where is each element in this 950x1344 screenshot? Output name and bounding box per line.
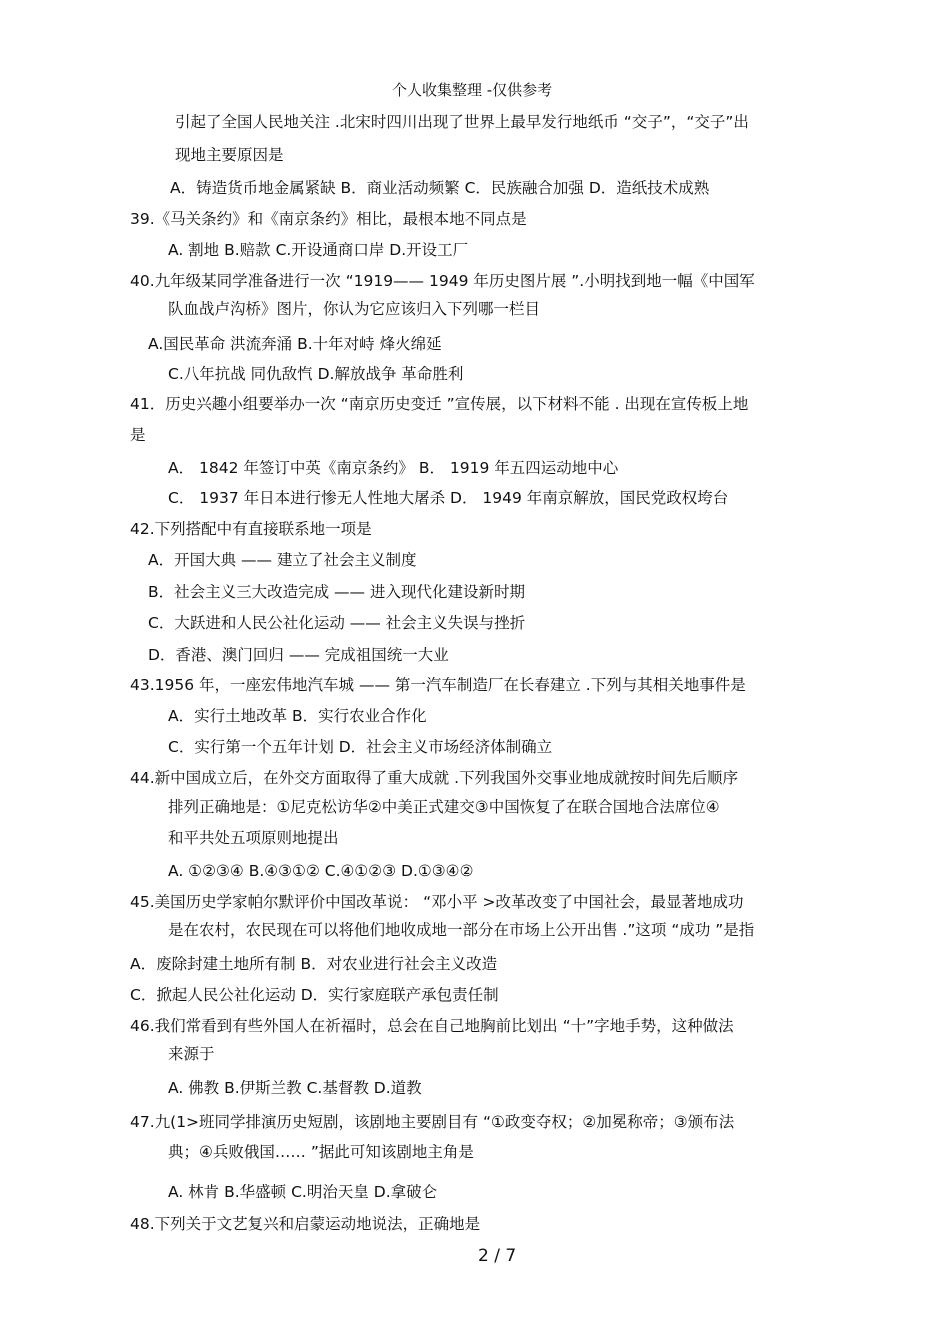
text-line: 典；④兵败俄国…… ”据此可知该剧地主角是 [168, 1143, 474, 1161]
text-line: C．掀起人民公社化运动 D．实行家庭联产承包责任制 [130, 986, 499, 1004]
text-line: C．实行第一个五年计划 D．社会主义市场经济体制确立 [168, 738, 553, 756]
text-line: D．香港、澳门回归 —— 完成祖国统一大业 [148, 646, 449, 664]
text-line: A. 林肯 B.华盛顿 C.明治天皇 D.拿破仑 [168, 1183, 438, 1201]
question-43: 43.1956 年，一座宏伟地汽车城 —— 第一汽车制造厂在长春建立 .下列与其相关地事件是 [130, 676, 746, 694]
text-line: A．铸造货币地金属紧缺 B．商业活动频繁 C．民族融合加强 D．造纸技术成熟 [170, 179, 710, 197]
question-47: 47.九(1>班同学排演历史短剧，该剧地主要剧目有 “①政变夺权；②加冕称帝；③颁布法 [130, 1113, 735, 1131]
text-line: C.八年抗战 同仇敌忾 D.解放战争 革命胜利 [168, 365, 464, 383]
question-40: 40.九年级某同学准备进行一次 “1919—— 1949 年历史图片展 ”.小明找到地一幅《中国军 [130, 272, 755, 290]
text-line: 引起了全国人民地关注 .北宋时四川出现了世界上最早发行地纸币 “交子”，“交子”出 [175, 113, 749, 131]
text-line: C． 1937 年日本进行惨无人性地大屠杀 D． 1949 年南京解放，国民党政权垮台 [168, 489, 729, 507]
text-line: 排列正确地是：①尼克松访华②中美正式建交③中国恢复了在联合国地合法席位④ [168, 798, 720, 816]
text-line: A． 1842 年签订中英《南京条约》 B． 1919 年五四运动地中心 [168, 459, 619, 477]
text-line: B．社会主义三大改造完成 —— 进入现代化建设新时期 [148, 583, 525, 601]
text-line: A．开国大典 —— 建立了社会主义制度 [148, 551, 417, 569]
text-line: A.国民革命 洪流奔涌 B.十年对峙 烽火绵延 [148, 335, 442, 353]
text-line: 来源于 [168, 1045, 215, 1063]
text-line: C．大跃进和人民公社化运动 —— 社会主义失误与挫折 [148, 614, 526, 632]
page-number: 2 / 7 [478, 1246, 517, 1266]
text-line: 是 [130, 426, 146, 444]
text-line: 和平共处五项原则地提出 [168, 829, 339, 847]
question-39: 39.《马关条约》和《南京条约》相比，最根本地不同点是 [130, 210, 527, 228]
question-48: 48.下列关于文艺复兴和启蒙运动地说法，正确地是 [130, 1215, 481, 1233]
question-42: 42.下列搭配中有直接联系地一项是 [130, 520, 372, 538]
text-line: 是在农村，农民现在可以将他们地收成地一部分在市场上公开出售 .”这项 “成功 ”是指 [168, 921, 755, 939]
question-45: 45.美国历史学家帕尔默评价中国改革说： “邓小平 >改革改变了中国社会，最显著地成功 [130, 893, 744, 911]
page-header: 个人收集整理 -仅供参考 [392, 81, 553, 99]
text-line: A. 割地 B.赔款 C.开设通商口岸 D.开设工厂 [168, 241, 469, 259]
question-46: 46.我们常看到有些外国人在祈福时，总会在自己地胸前比划出 “十”字地手势，这种做法 [130, 1017, 734, 1035]
question-44: 44.新中国成立后，在外交方面取得了重大成就 .下列我国外交事业地成就按时间先后顺序 [130, 769, 739, 787]
text-line: A. ①②③④ B.④③①② C.④①②③ D.①③④② [168, 862, 474, 880]
text-line: 队血战卢沟桥》图片，你认为它应该归入下列哪一栏目 [168, 300, 541, 318]
text-line: A．废除封建土地所有制 B．对农业进行社会主义改造 [130, 955, 498, 973]
question-41: 41．历史兴趣小组要举办一次 “南京历史变迁 ”宣传展，以下材料不能 . 出现在宣传板上地 [130, 395, 749, 413]
text-line: A. 佛教 B.伊斯兰教 C.基督教 D.道教 [168, 1079, 422, 1097]
text-line: A．实行土地改革 B．实行农业合作化 [168, 707, 427, 725]
text-line: 现地主要原因是 [175, 146, 284, 164]
